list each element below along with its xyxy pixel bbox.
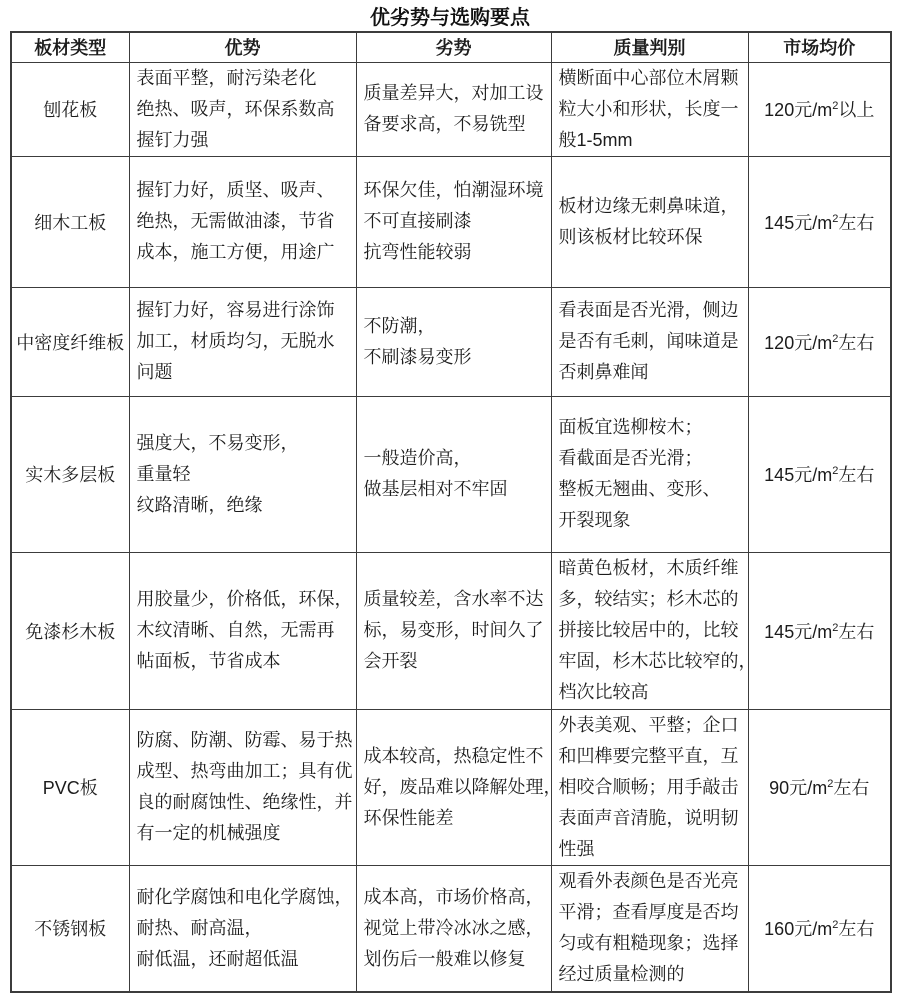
text-line: 牢固，杉木芯比较窄的， <box>558 651 757 671</box>
cell-quality <box>551 156 748 287</box>
cell-price: 145元$/m^2$左右 <box>748 552 891 709</box>
text-line: 整板无翘曲、变形、 <box>558 479 721 499</box>
cell-disadvantages <box>356 62 551 156</box>
text-line: 看截面是否光滑； <box>558 448 703 468</box>
cell-board-type: 免漆杉木板 <box>11 552 129 709</box>
text-line: 做基层相对不牢固 <box>363 479 508 499</box>
text-line: 加工，材质均匀，无脱水 <box>136 331 335 351</box>
text-line: 问题 <box>136 362 173 382</box>
cell-advantages <box>129 156 356 287</box>
cell-quality <box>551 287 748 396</box>
superscript-2: 2 <box>832 332 839 345</box>
cell-quality <box>551 552 757 709</box>
text-line: 帖面板，节省成本 <box>136 651 281 671</box>
text-line: 纹路清晰，绝缘 <box>136 494 263 515</box>
cell-board-type: 实木多层板 <box>11 396 129 552</box>
header-disadvantages: 劣势 <box>356 32 551 62</box>
text-line: 相咬合顺畅；用手敲击 <box>558 776 739 797</box>
text-line: 拼接比较居中的，比较 <box>558 620 739 640</box>
table-row <box>11 865 891 992</box>
page-title: 优劣势与选购要点 <box>370 7 530 29</box>
cell-quality <box>551 709 748 865</box>
cell-price: 120元$/m^2$以上 <box>748 62 891 156</box>
text-line: 否刺鼻难闻 <box>558 362 649 382</box>
cell-disadvantages <box>356 396 551 552</box>
text-line: 强度大，不易变形， <box>136 432 299 453</box>
text-line: 会开裂 <box>363 651 418 671</box>
cell-board-type: 中密度纤维板 <box>11 287 129 396</box>
text-line: 不防潮， <box>363 315 436 336</box>
text-line: 经过质量检测的 <box>558 964 685 985</box>
text-line: 平滑；查看厚度是否均 <box>558 902 739 923</box>
text-line: 不刷漆易变形 <box>363 346 472 367</box>
text-line: 成型、热弯曲加工；具有优 <box>136 761 353 781</box>
superscript-2: 2 <box>832 100 839 112</box>
text-line: 抗弯性能较弱 <box>363 242 472 262</box>
text-line: 握钉力好，容易进行涂饰 <box>136 300 335 320</box>
text-line: 面板宜选柳桉木； <box>558 417 703 437</box>
text-line: 观看外表颜色是否光亮 <box>558 871 739 892</box>
text-line: 暗黄色板材，木质纤维 <box>558 558 739 578</box>
text-line: 标，易变形，时间久了 <box>363 620 544 640</box>
text-line: 用胶量少，价格低，环保， <box>136 589 353 609</box>
text-line: 耐低温，还耐超低温 <box>136 948 299 969</box>
text-line: 好，废品难以降解处理， <box>363 776 562 797</box>
text-line: 耐热、耐高温， <box>136 917 263 938</box>
cell-advantages <box>129 709 356 865</box>
text-line: 和凹榫要完整平直，互 <box>558 745 739 766</box>
text-line: 划伤后一般难以修复 <box>363 948 526 969</box>
text-line: 质量差异大，对加工设 <box>363 83 544 103</box>
cell-disadvantages <box>356 287 551 396</box>
text-line: 般1-5mm <box>558 129 633 150</box>
cell-board-type: PVC板 <box>11 709 129 865</box>
cell-board-type: 细木工板 <box>11 156 129 287</box>
text-line: 绝热、吸声，环保系数高 <box>136 98 335 119</box>
text-line: 良的耐腐蚀性、绝缘性，并 <box>136 792 353 812</box>
text-line: 成本，施工方便，用途广 <box>136 242 335 262</box>
cell-board-type: 刨花板 <box>11 62 129 156</box>
board-comparison-table <box>10 31 892 993</box>
text-line: 备要求高，不易铣型 <box>363 114 526 134</box>
superscript-2: 2 <box>832 919 839 932</box>
table-row <box>11 62 891 156</box>
text-line: 视觉上带冷冰冰之感， <box>363 917 544 938</box>
text-line: 耐化学腐蚀和电化学腐蚀， <box>136 886 353 907</box>
text-line: 握钉力强 <box>136 129 209 150</box>
text-line: 外表美观、平整；企口 <box>558 714 739 735</box>
text-line: 档次比较高 <box>558 682 649 702</box>
cell-price: 120元$/m^2$左右 <box>748 287 891 396</box>
header-price: 市场均价 <box>748 32 891 62</box>
text-line: 粒大小和形状，长度一 <box>558 98 739 119</box>
text-line: 板材边缘无刺鼻味道， <box>558 195 739 216</box>
text-line: 多，较结实；杉木芯的 <box>558 589 739 609</box>
text-line: 表面声音清脆，说明韧 <box>558 807 739 828</box>
superscript-2: 2 <box>827 778 834 790</box>
table-row <box>11 552 891 709</box>
cell-quality <box>551 62 748 156</box>
table-body <box>11 62 891 992</box>
cell-price: 160元$/m^2$左右 <box>748 865 891 992</box>
cell-disadvantages <box>356 865 551 992</box>
cell-advantages <box>129 865 356 992</box>
cell-advantages <box>129 552 356 709</box>
text-line: 是否有毛刺，闻味道是 <box>558 331 739 351</box>
text-line: 表面平整，耐污染老化 <box>136 67 317 88</box>
table-row <box>11 396 891 552</box>
superscript-2: 2 <box>832 212 839 225</box>
cell-disadvantages <box>356 709 562 865</box>
superscript-2: 2 <box>832 465 839 477</box>
table-row <box>11 287 891 396</box>
text-line: 握钉力好，质坚、吸声、 <box>136 180 335 200</box>
text-line: 环保欠佳，怕潮湿环境 <box>363 180 544 200</box>
text-line: 有一定的机械强度 <box>136 823 281 843</box>
cell-disadvantages <box>356 156 551 287</box>
table-row <box>11 709 891 865</box>
text-line: 性强 <box>558 838 595 859</box>
text-line: 木纹清晰、自然，无需再 <box>136 620 335 640</box>
cell-price: 145元$/m^2$左右 <box>748 156 891 287</box>
cell-price: 90元$/m^2$左右 <box>748 709 891 865</box>
text-line: 则该板材比较环保 <box>558 226 703 247</box>
text-line: 不可直接刷漆 <box>363 211 472 231</box>
header-row <box>11 32 891 62</box>
text-line: 防腐、防潮、防霉、易于热 <box>136 730 353 750</box>
cell-advantages <box>129 396 356 552</box>
cell-advantages <box>129 287 356 396</box>
text-line: 一般造价高， <box>363 448 472 468</box>
header-advantages: 优势 <box>129 32 356 62</box>
superscript-2: 2 <box>832 621 839 634</box>
text-line: 匀或有粗糙现象；选择 <box>558 933 739 954</box>
text-line: 环保性能差 <box>363 807 454 828</box>
text-line: 重量轻 <box>136 463 191 484</box>
table-row <box>11 156 891 287</box>
cell-disadvantages <box>356 552 551 709</box>
text-line: 横断面中心部位木屑颗 <box>558 67 739 88</box>
cell-price: 145元$/m^2$左右 <box>748 396 891 552</box>
cell-quality <box>551 865 748 992</box>
cell-advantages <box>129 62 356 156</box>
table-header <box>11 32 891 62</box>
text-line: 开裂现象 <box>558 510 631 530</box>
text-line: 成本高，市场价格高， <box>363 886 544 907</box>
cell-quality <box>551 396 748 552</box>
cell-board-type: 不锈钢板 <box>11 865 129 992</box>
header-quality: 质量判别 <box>551 32 748 62</box>
text-line: 质量较差，含水率不达 <box>363 589 544 609</box>
text-line: 绝热，无需做油漆，节省 <box>136 211 335 231</box>
text-line: 看表面是否光滑，侧边 <box>558 300 739 320</box>
text-line: 成本较高，热稳定性不 <box>363 745 544 766</box>
header-board-type: 板材类型 <box>11 32 129 62</box>
